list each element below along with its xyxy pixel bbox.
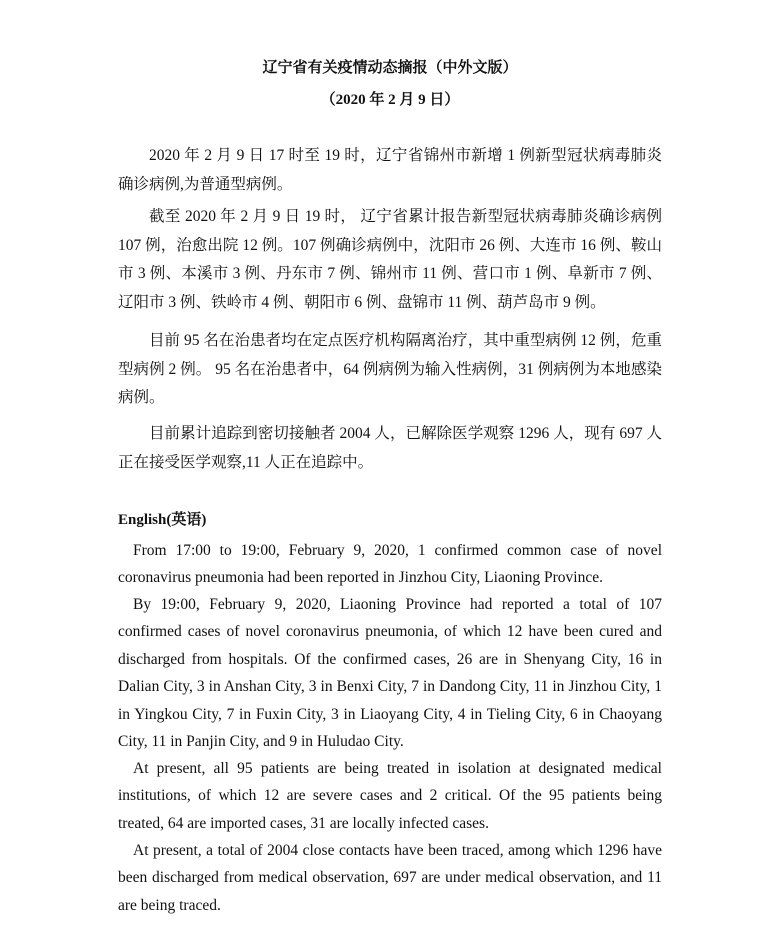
document-title: 辽宁省有关疫情动态摘报（中外文版） [262, 60, 518, 76]
zh-paragraph-close-contacts: 目前累计追踪到密切接触者 2004 人，已解除医学观察 1296 人，现有 697 人正在接受医学观察,11 人正在追踪中。 [118, 425, 662, 471]
en-paragraph-close-contacts: At present, a total of 2004 close contacts have been traced, among which 1296 have been discharged from medical observation, 697 are under medical observation, and 11 are being traced. [118, 842, 662, 914]
document-date: （2020 年 2 月 9 日） [320, 92, 460, 108]
en-paragraph-cumulative-cases: By 19:00, February 9, 2020, Liaoning Province had reported a total of 107 confirmed cases of novel coronavirus pneumonia, of which 12 have been cured and discharged from hospitals. Of the confirmed cases, 26 are in Shenyang City, 16 in Dalian City, 3 in Anshan City, 3 in Benxi City, 7 in Dandong City, 11 in Jinzhou City, 1 in Yingkou City, 7 in Fuxin City, 3 in Liaoyang City, 4 in Tieling City, 6 in Chaoyang City, 11 in Panjin City, and 9 in Huludao City. [118, 596, 662, 751]
zh-paragraph-patients-in-treatment: 目前 95 名在治患者均在定点医疗机构隔离治疗，其中重型病例 12 例，危重型病例 2 例。 95 名在治患者中，64 例病例为输入性病例，31 例病例为本地感染病例。 [118, 332, 662, 406]
en-paragraph-new-case: From 17:00 to 19:00, February 9, 2020, 1 confirmed common case of novel coronavirus pneumonia had been reported in Jinzhou City, Liaoning Province. [118, 542, 662, 587]
en-paragraph-patients-in-treatment: At present, all 95 patients are being treated in isolation at designated medical institutions, of which 12 are severe cases and 2 critical. Of the 95 patients being treated, 64 are imported cases, 31 are locally infected cases. [118, 760, 662, 832]
zh-paragraph-cumulative-cases: 截至 2020 年 2 月 9 日 19 时， 辽宁省累计报告新型冠状病毒肺炎确诊病例 107 例，治愈出院 12 例。107 例确诊病例中，沈阳市 26 例、大连市 16 例、鞍山市 3 例、本溪市 3 例、丹东市 7 例、锦州市 11 例、营口市 1 例、阜新市 7 例、辽阳市 3 例、铁岭市 4 例、朝阳市 6 例、盘锦市 11 例、葫芦岛市 9 例。 [118, 208, 662, 311]
english-section-heading: English(英语) [118, 512, 207, 528]
zh-paragraph-new-case: 2020 年 2 月 9 日 17 时至 19 时，辽宁省锦州市新增 1 例新型冠状病毒肺炎确诊病例,为普通型病例。 [118, 147, 662, 193]
